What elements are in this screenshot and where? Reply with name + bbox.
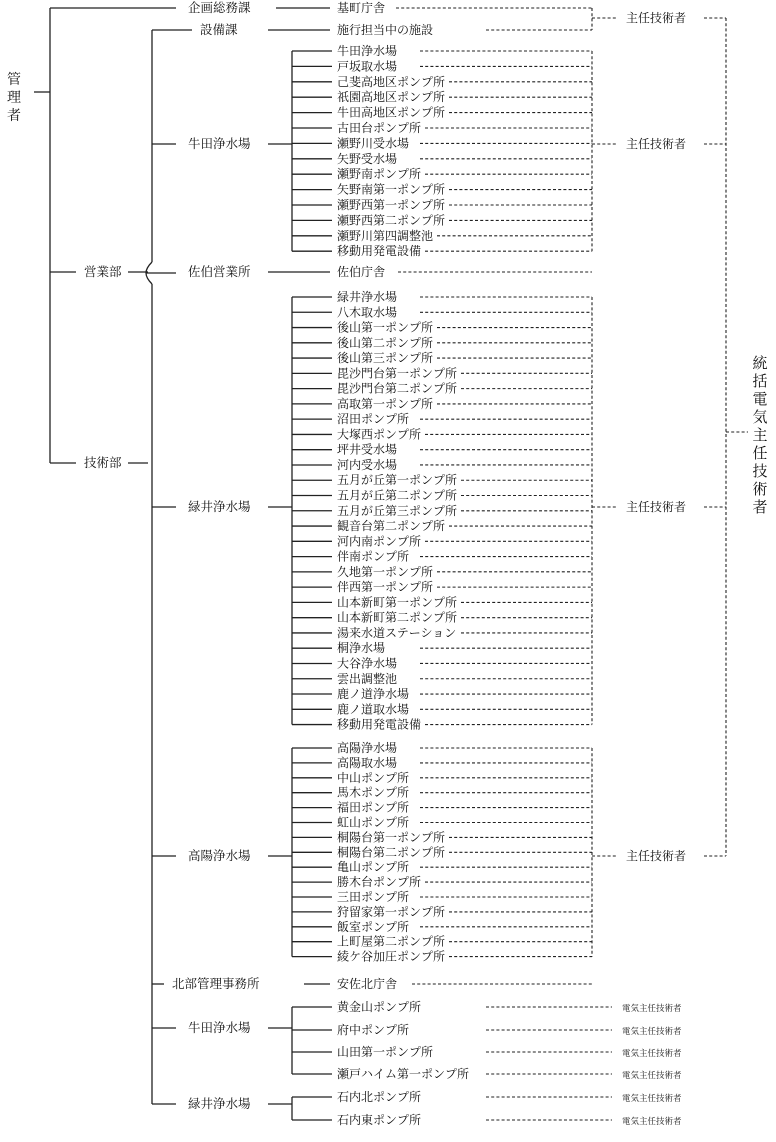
site-item: 五月が丘第一ポンプ所	[337, 473, 458, 488]
root-char: 者	[7, 108, 21, 124]
site-item: 後山第二ポンプ所	[337, 335, 434, 350]
root-char: 理	[7, 90, 21, 106]
elec-engineer-label: 電気主任技術者	[622, 1027, 682, 1037]
chief-char: 主	[752, 426, 768, 444]
engineer-label-planning: 主任技術者	[626, 11, 687, 25]
site-item: 五月が丘第二ポンプ所	[337, 488, 458, 503]
site-item: 高陽浄水場	[337, 741, 398, 755]
site-list-ushita	[337, 43, 445, 258]
site-item: 矢野受水場	[337, 151, 398, 166]
site-item: 後山第三ポンプ所	[337, 351, 434, 366]
site-item: 観音台第二ポンプ所	[337, 519, 446, 534]
site-item: 移動用発電設備	[337, 244, 422, 259]
site-item: 高陽取水場	[337, 755, 398, 770]
site-motomachi: 基町庁舎	[337, 1, 386, 15]
root-char: 管	[7, 72, 21, 88]
engineer-label-midorii: 主任技術者	[626, 500, 687, 514]
dept-sales: 営業部	[84, 264, 122, 279]
site-item: 瀬野西第一ポンプ所	[337, 198, 446, 212]
site-item: 矢野南第一ポンプ所	[337, 182, 446, 197]
chief-electrical-engineer-label	[752, 354, 767, 516]
site-item: 湯来水道ステーション	[337, 625, 457, 640]
site-item: 戸坂取水場	[337, 59, 398, 74]
site-item: 桐陽台第一ポンプ所	[337, 830, 446, 845]
site-item: 瀬野西第二ポンプ所	[337, 213, 446, 228]
site-item: 瀬野南ポンプ所	[337, 167, 422, 182]
site-list-ushita-2	[337, 999, 469, 1081]
site-item: 石内北ポンプ所	[337, 1090, 422, 1104]
dept-planning: 企画総務課	[188, 0, 251, 15]
site-item: 桐陽台第二ポンプ所	[337, 845, 446, 860]
chief-char: 気	[752, 408, 768, 426]
site-item: 飯室ポンプ所	[337, 919, 410, 934]
section-midorii-2: 緑井浄水場	[188, 1096, 251, 1111]
dashed-connectors	[396, 8, 748, 1120]
site-item: 古田台ポンプ所	[337, 121, 422, 135]
site-item: 馬木ポンプ所	[337, 785, 410, 800]
site-item: 伴南ポンプ所	[337, 549, 410, 564]
site-item: 五月が丘第三ポンプ所	[337, 503, 458, 518]
site-list-koyo	[337, 740, 445, 964]
elec-engineer-label: 電気主任技術者	[622, 1004, 682, 1014]
elec-engineer-label: 電気主任技術者	[622, 1094, 682, 1104]
site-list-midorii-2	[337, 1089, 421, 1127]
chart-labels	[7, 0, 768, 1127]
section-north-office: 北部管理事務所	[172, 976, 260, 991]
chief-char: 者	[752, 498, 768, 516]
site-item: 山田第一ポンプ所	[337, 1045, 434, 1059]
site-under-construction: 施行担当中の施設	[337, 23, 434, 37]
site-item: 鹿ノ道浄水場	[337, 687, 410, 702]
site-item: 雲出調整池	[337, 671, 398, 686]
chief-char: 統	[752, 354, 768, 372]
site-item: 河内南ポンプ所	[337, 534, 422, 549]
section-midorii: 緑井浄水場	[188, 499, 251, 514]
site-item: 毘沙門台第二ポンプ所	[337, 381, 458, 396]
root-label	[7, 72, 21, 124]
site-item: 虹山ポンプ所	[337, 815, 410, 830]
site-item: 桐浄水場	[337, 641, 386, 656]
site-item: 毘沙門台第一ポンプ所	[337, 366, 458, 381]
engineer-label-koyo: 主任技術者	[626, 849, 687, 863]
site-item: 亀山ポンプ所	[337, 860, 410, 875]
site-item: 府中ポンプ所	[337, 1023, 410, 1037]
site-item: 瀬戸ハイム第一ポンプ所	[337, 1067, 470, 1081]
site-item: 祇園高地区ポンプ所	[337, 90, 446, 105]
connector-lines	[34, 8, 332, 1120]
site-item: 緑井浄水場	[337, 290, 398, 304]
chief-char: 術	[752, 480, 768, 498]
chief-char: 任	[752, 444, 768, 462]
site-item: 綾ケ谷加圧ポンプ所	[337, 949, 446, 964]
chief-char: 技	[752, 462, 768, 480]
elec-engineer-label: 電気主任技術者	[622, 1049, 682, 1059]
site-item: 三田ポンプ所	[337, 890, 410, 904]
site-item: 瀬野川第四調整池	[337, 228, 434, 243]
site-item: 中山ポンプ所	[337, 770, 410, 785]
site-item: 鹿ノ道取水場	[337, 702, 410, 717]
elec-engineer-label: 電気主任技術者	[622, 1117, 682, 1127]
section-saeki: 佐伯営業所	[188, 264, 251, 279]
site-item: 高取第一ポンプ所	[337, 396, 434, 411]
site-item: 大塚西ポンプ所	[337, 427, 422, 442]
site-saeki-office: 佐伯庁舎	[337, 265, 386, 279]
section-facilities: 設備課	[200, 22, 238, 37]
site-item: 牛田浄水場	[337, 44, 398, 58]
site-item: 沼田ポンプ所	[337, 412, 410, 427]
site-item: 山本新町第二ポンプ所	[337, 610, 458, 625]
site-item: 狩留家第一ポンプ所	[337, 904, 446, 919]
section-ushita-2: 牛田浄水場	[188, 1020, 251, 1035]
site-item: 上町屋第二ポンプ所	[337, 934, 446, 949]
site-item: 八木取水場	[337, 305, 398, 320]
section-koyo: 高陽浄水場	[188, 848, 251, 863]
elec-engineer-label: 電気主任技術者	[622, 1071, 682, 1081]
site-item: 牛田高地区ポンプ所	[337, 105, 446, 120]
site-item: 伴西第一ポンプ所	[337, 580, 434, 595]
site-item: 後山第一ポンプ所	[337, 320, 434, 335]
site-item: 石内東ポンプ所	[337, 1113, 422, 1127]
site-item: 移動用発電設備	[337, 717, 422, 732]
chief-char: 電	[752, 390, 768, 408]
site-item: 福田ポンプ所	[337, 800, 410, 815]
dept-technical: 技術部	[84, 455, 122, 470]
section-ushita: 牛田浄水場	[188, 136, 251, 151]
chief-char: 括	[752, 372, 768, 390]
site-item: 坪井受水場	[337, 442, 398, 457]
site-item: 大谷浄水場	[337, 656, 398, 671]
site-item: 瀬野川受水場	[337, 136, 410, 151]
site-item: 河内受水場	[337, 457, 398, 472]
site-item: 己斐高地区ポンプ所	[337, 74, 446, 89]
engineer-label-ushita: 主任技術者	[626, 137, 687, 151]
site-asakita-office: 安佐北庁舎	[337, 977, 398, 991]
site-item: 勝木台ポンプ所	[337, 875, 422, 890]
site-list-midorii	[337, 289, 457, 732]
site-item: 久地第一ポンプ所	[337, 564, 434, 579]
site-item: 山本新町第一ポンプ所	[337, 595, 458, 610]
site-item: 黄金山ポンプ所	[337, 1000, 422, 1014]
